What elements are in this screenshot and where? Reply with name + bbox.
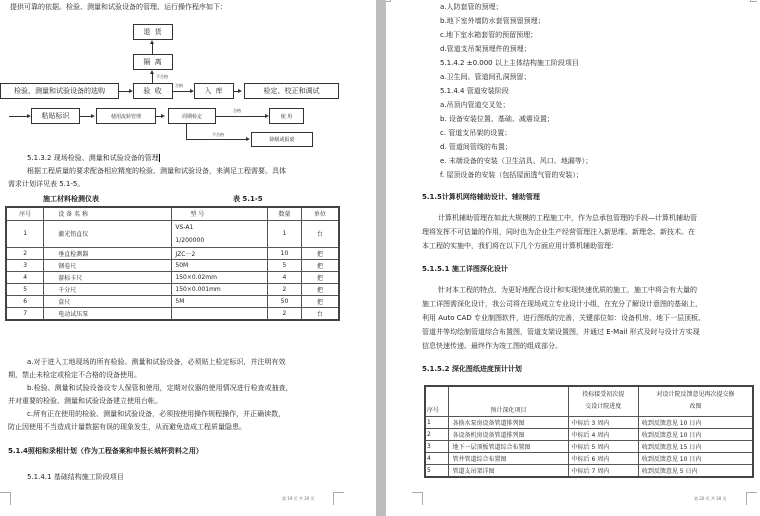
table-title: 施工材料检测仪表 — [43, 195, 99, 203]
list-item: e. 末端设备的安装（卫生洁具、风口、地漏等）； — [440, 157, 593, 165]
table-row: 6 盒尺 5M 50 把 — [6, 295, 339, 307]
list-item: c.地下室水箱套管的预留预埋； — [440, 31, 538, 39]
flow-box-isolate: 隔 离 — [133, 54, 173, 70]
page-corner-mark — [0, 492, 11, 505]
flow-label-pass: 合格 — [175, 83, 183, 88]
paragraph-line: 信息快速传递。最终作为竣工图的组成部分。 — [422, 342, 562, 350]
list-item: a.人防套管的预埋； — [440, 3, 503, 11]
paragraph-line: 根据工程质量的要求配备相应精度的检验、测量和试验设备，来满足工程需要。具体 — [27, 167, 286, 175]
list-item: d.管道支吊架预埋件的预埋； — [440, 45, 531, 53]
arrow-right-icon — [91, 114, 95, 118]
table-row: 2 各设备机房设备管道排列图 中标后 4 周内 收到反馈意见 10 日内 — [425, 428, 753, 440]
flow-label-fail: 不合格 — [212, 132, 224, 137]
table-header-cell: 设 备 名 称 — [44, 207, 172, 220]
paragraph-line: 防止因使用不当造成计量数据有误的现象发生，从而避免造成工程质量隐患。 — [8, 423, 246, 431]
flow-box-store: 入 库 — [194, 83, 234, 99]
table-header-cell: 序号 — [6, 207, 44, 220]
table-header-cell: 投标接受初次提 交设计院进度 — [568, 386, 638, 416]
table-row: 4 管井管道综合布置图 中标后 6 周内 收到反馈意见 10 日内 — [425, 452, 753, 464]
paragraph-line: 利用 Auto CAD 专业制图软件，进行图纸的完善，关键部位如：设备机房、地下一层顶板、 — [422, 314, 705, 322]
list-item: d. 管道间管线的布置； — [440, 143, 512, 151]
section-heading-5-1-4-1: 5.1.4.1 基础结构施工阶段项目 — [27, 473, 124, 481]
paragraph-line: 理将发挥不可估量的作用，同时也为企业生产经营管理注入新思维、新理念、新技术。在 — [422, 228, 695, 236]
paragraph-line: 期，禁止未检定或检定不合格的设备使用。 — [8, 371, 141, 379]
paragraph-line: 并对重要的检验、测量和试验设备建立使用台帐。 — [8, 397, 162, 405]
table-row: 7 电动试压泵 2 台 — [6, 307, 339, 320]
paragraph-line: 管道井等均绘制管道综合布置图，管道支架设置图，并通过 E-Mail 形式及时与设计方实现 — [422, 328, 700, 336]
table-header-cell: 型 号 — [172, 207, 268, 220]
flow-box-periodic: 周期检定 — [168, 108, 216, 124]
arrow-up-icon — [150, 70, 154, 74]
flow-box-return: 退 货 — [133, 24, 173, 40]
table-header-row — [425, 386, 753, 416]
flow-label-fail: 不合格 — [156, 74, 168, 79]
list-item: b. 设备安装位置、基础、减震设置； — [440, 115, 554, 123]
equipment-table — [5, 206, 340, 321]
table-header-cell: 预计深化项目 — [449, 386, 568, 416]
table-row: 1 激光铅直仪 VS-A1 1/200000 1 台 — [6, 220, 339, 247]
arrow-right-icon — [161, 114, 165, 118]
section-heading-5-1-3-2: 5.1.3.2 现场检验、测量和试验设备的管理 — [27, 154, 159, 162]
table-row: 5 管道支吊架详图 中标后 7 周内 收到反馈意见 5 日内 — [425, 464, 753, 477]
arrow-up-icon — [150, 40, 154, 44]
intro-text: 提供可靠的依据。检验、测量和试验设备的管理、运行操作程序如下： — [10, 3, 227, 11]
flow-box-scrap: 降级或报废 — [251, 132, 313, 147]
page-gutter — [376, 0, 386, 516]
flow-box-procure: 检验、测量和试验设备的选购 — [0, 83, 119, 99]
flow-label-pass: 合格 — [233, 108, 241, 113]
list-item: a.吊顶内管道交叉处； — [440, 101, 510, 109]
paragraph-line: 本工程的实施中，我们将在以下几个方面应用计算机辅助管理： — [422, 242, 618, 250]
flow-box-label: 粘贴标识 — [31, 108, 80, 124]
paragraph-line: c.所有正在使用的检验、测量和试验设备，必须按使用操作规程操作，并正确读数， — [27, 410, 286, 418]
flow-box-transfer: 使用流转管理 — [96, 108, 156, 124]
paragraph-line: 需求计划详见表 5.1-5。 — [8, 180, 85, 188]
table-row: 1 各换水泵房设备管道排列图 中标后 3 周内 收到反馈意见 10 日内 — [425, 416, 753, 428]
drawing-schedule-table — [424, 385, 754, 478]
table-row: 3 钢卷尺 50M 5 把 — [6, 259, 339, 271]
paragraph-line: 针对本工程的特点，为更好地配合设计和实现快速优质的施工，施工中将会有大量的 — [438, 286, 697, 294]
flow-connector — [9, 116, 27, 117]
paragraph-line: 计算机辅助管理在如此大规模的工程施工中，作为总承包管理的手段—计算机辅助管 — [438, 214, 697, 222]
arrow-right-icon — [238, 89, 242, 93]
section-heading-5-1-5-2: 5.1.5.2 深化图纸进度预计计划 — [422, 365, 522, 373]
table-row: 2 垂直检测器 JZC－2 10 把 — [6, 247, 339, 259]
table-header-cell: 序号 — [425, 386, 449, 416]
paragraph-line: a.对于进入工地现场的所有检验、测量和试验设备，必须贴上检定标识，并注明有效 — [27, 358, 286, 366]
section-heading-5-1-5-1: 5.1.5.1 施工详图深化设计 — [422, 265, 508, 273]
table-header-cell: 对设计院反馈意见再次提交修 改图 — [638, 386, 753, 416]
document-page-19 — [0, 0, 376, 516]
flow-box-calibrate: 检定、校正和调试 — [244, 83, 339, 99]
page-number: 第 20 页 共 30 页 — [694, 496, 727, 501]
flow-connector — [186, 124, 187, 139]
table-header-row — [6, 207, 339, 220]
table-number: 表 5.1-5 — [233, 195, 263, 203]
list-item: b.地下室外墙防水套管预留预埋； — [440, 17, 545, 25]
page-corner-mark — [412, 492, 423, 505]
arrow-right-icon — [246, 137, 250, 141]
flow-connector — [216, 116, 266, 117]
flow-connector — [186, 139, 246, 140]
page-corner-mark — [386, 0, 391, 2]
paragraph-line: b.检验、测量和试验设备设专人保管和使用，定期对仪器的使用情况进行检查或抽查， — [27, 384, 293, 392]
section-heading-5-1-5: 5.1.5计算机网络辅助设计、辅助管理 — [422, 193, 540, 201]
flow-box-use: 使 用 — [269, 108, 304, 124]
table-row: 4 游标卡尺 150×0.02mm 4 把 — [6, 271, 339, 283]
list-item: c. 管道支吊架的设置； — [440, 129, 512, 137]
list-item: a.卫生间、管道间孔洞预留； — [440, 73, 531, 81]
paragraph-line: 施工详图需深化设计，我公司将在现场成立专业设计小组，在充分了解设计意图的基础上， — [422, 300, 702, 308]
subsection-heading: 5.1.4.4 管道安装阶段 — [440, 87, 509, 95]
table-row: 5 千分尺 150×0.001mm 2 把 — [6, 283, 339, 295]
document-page-20 — [386, 0, 760, 516]
table-row: 3 地下一层顶板管道综合布置图 中标后 5 周内 收到反馈意见 15 日内 — [425, 440, 753, 452]
subsection-heading: 5.1.4.2 ±0.000 以上主体结构施工阶段项目 — [440, 59, 579, 67]
page-corner-mark — [746, 492, 757, 505]
list-item: f. 屋顶设备的安装（包括屋面透气管的安装）； — [440, 171, 583, 179]
text-cursor — [159, 154, 160, 162]
table-header-cell: 单位 — [301, 207, 339, 220]
page-corner-mark — [750, 0, 757, 2]
page-number: 第 19 页 共 30 页 — [282, 496, 315, 501]
section-heading-5-1-4: 5.1.4照相和录相计划（作为工程备案和申报长城杯资料之用） — [8, 447, 203, 455]
page-corner-mark — [333, 492, 344, 505]
flow-box-accept: 验 收 — [133, 83, 173, 99]
table-header-cell: 数量 — [268, 207, 302, 220]
